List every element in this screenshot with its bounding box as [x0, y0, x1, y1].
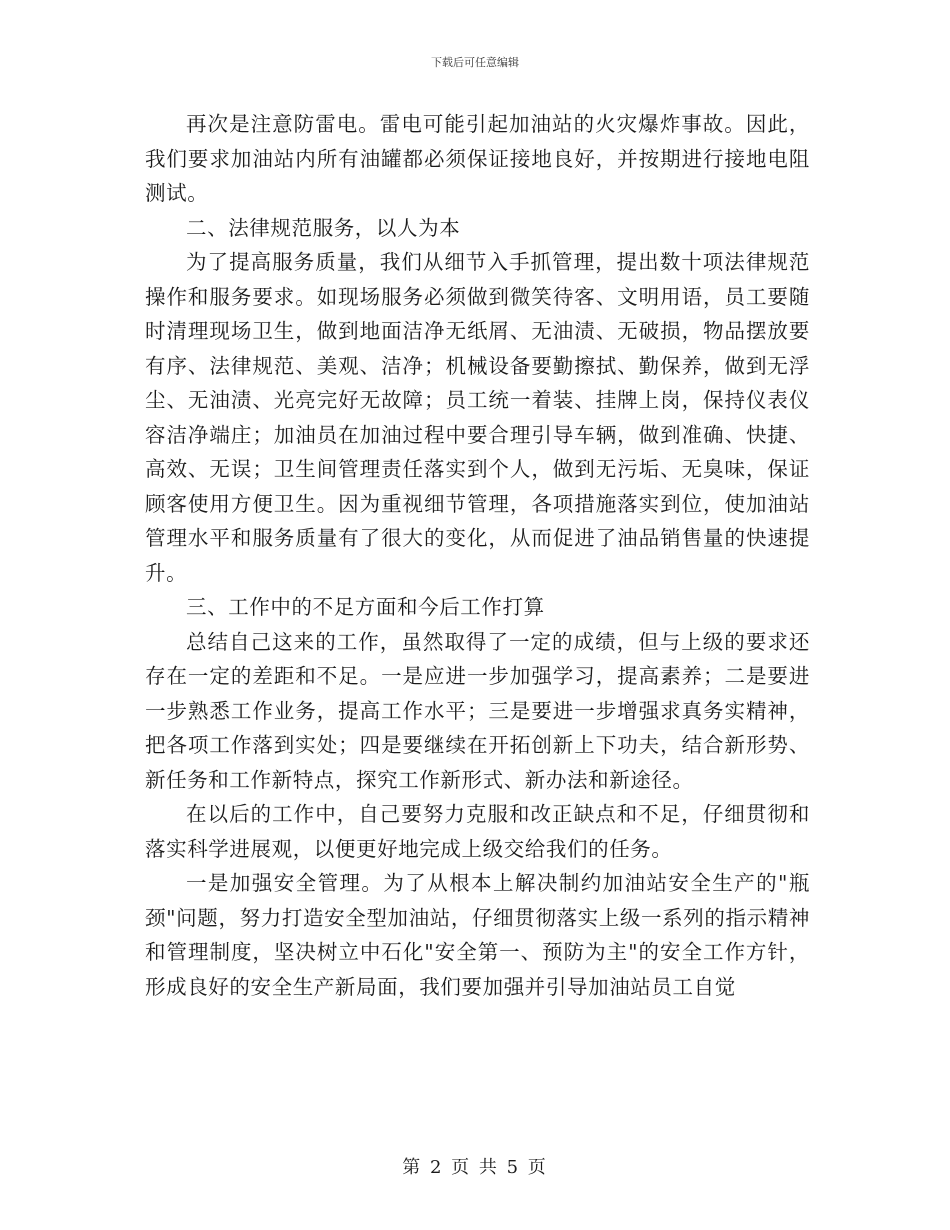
- section-heading-3: 三、工作中的不足方面和今后工作打算: [186, 595, 545, 619]
- section-heading-2: 二、法律规范服务，以人为本: [186, 215, 461, 240]
- paragraph-lightning: 再次是注意防雷电。雷电可能引起加油站的火灾爆炸事故。因此，我们要求加油站内所有油罐都必须保证接地良好，并按期进行接地电阻测试。: [145, 112, 810, 205]
- paragraph-summary: 总结自己这来的工作，虽然取得了一定的成绩，但与上级的要求还存在一定的差距和不足。一是应进一步加强学习，提高素养；二是要进一步熟悉工作业务，提高工作水平；三是要进一步增强求真务实精神，把各项工作落到实处；四是要继续在开拓创新上下功夫，结合新形势、新任务和工作新特点，探究工作新形式、新办法和新途径。: [145, 629, 810, 792]
- paragraph-future-work: 在以后的工作中，自己要努力克服和改正缺点和不足，仔细贯彻和落实科学进展观，以便更好地完成上级交给我们的任务。: [145, 802, 810, 861]
- page-number: 第 2 页 共 5 页: [402, 1157, 548, 1178]
- paragraph-safety-management: 一是加强安全管理。为了从根本上解决制约加油站安全生产的"瓶颈"问题，努力打造安全型加油站，仔细贯彻落实上级一系列的指示精神和管理制度，坚决树立中石化"安全第一、预防为主"的安全工作方针，形成良好的安全生产新局面，我们要加强并引导加油站员工自觉: [145, 871, 810, 999]
- page-header: 下载后可任意编辑: [431, 56, 519, 69]
- paragraph-service-quality: 为了提高服务质量，我们从细节入手抓管理，提出数十项法律规范操作和服务要求。如现场服务必须做到微笑待客、文明用语，员工要随时清理现场卫生，做到地面洁净无纸屑、无油渍、无破损，物品摆放要有序、法律规范、美观、洁净；机械设备要勤擦拭、勤保养，做到无浮尘、无油渍、光亮完好无故障；员工统一着装、挂牌上岗，保持仪表仪容洁净端庄；加油员在加油过程中要合理引导车辆，做到准确、快捷、高效、无误；卫生间管理责任落实到个人，做到无污垢、无臭味，保证顾客使用方便卫生。因为重视细节管理，各项措施落实到位，使加油站管理水平和服务质量有了很大的变化，从而促进了油品销售量的快速提升。: [145, 250, 810, 585]
- document-body: [145, 107, 810, 1004]
